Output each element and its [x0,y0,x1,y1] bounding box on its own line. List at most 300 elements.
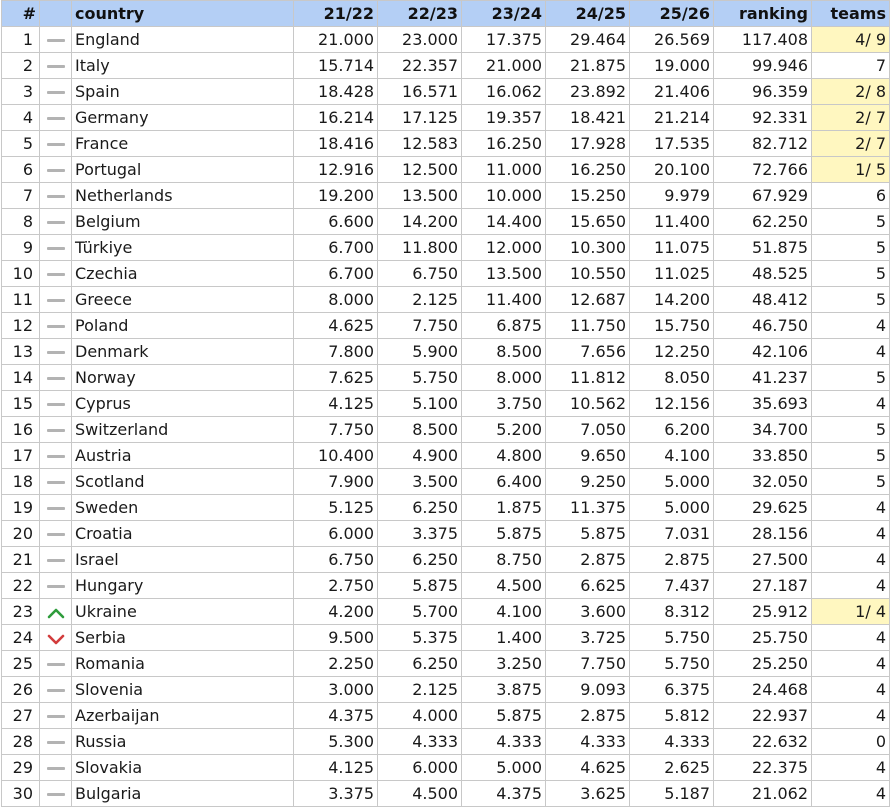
season-23-24-cell: 11.000 [462,157,546,183]
teams-cell: 5 [812,261,890,287]
season-22-23-cell: 6.750 [378,261,462,287]
rank-cell: 11 [2,287,40,313]
ranking-cell: 48.412 [714,287,812,313]
header-country[interactable]: country [72,1,294,27]
season-21-22-cell: 7.625 [294,365,378,391]
rank-cell: 15 [2,391,40,417]
season-23-24-cell: 3.250 [462,651,546,677]
country-cell[interactable]: Norway [72,365,294,391]
season-24-25-cell: 4.625 [546,755,630,781]
country-cell[interactable]: France [72,131,294,157]
season-23-24-cell: 12.000 [462,235,546,261]
rank-cell: 17 [2,443,40,469]
rank-cell: 2 [2,53,40,79]
season-25-26-cell: 6.375 [630,677,714,703]
season-22-23-cell: 5.100 [378,391,462,417]
ranking-cell: 22.937 [714,703,812,729]
country-cell[interactable]: Slovakia [72,755,294,781]
season-22-23-cell: 5.900 [378,339,462,365]
trend-up-icon [47,607,65,619]
rank-cell: 9 [2,235,40,261]
trend-cell [40,79,72,105]
teams-cell: 1/ 5 [812,157,890,183]
season-23-24-cell: 13.500 [462,261,546,287]
season-23-24-cell: 14.400 [462,209,546,235]
season-25-26-cell: 6.200 [630,417,714,443]
table-row [2,677,890,703]
season-21-22-cell: 16.214 [294,105,378,131]
season-23-24-cell: 3.750 [462,391,546,417]
rank-cell: 7 [2,183,40,209]
trend-cell [40,417,72,443]
trend-same-icon [47,507,65,510]
season-24-25-cell: 12.687 [546,287,630,313]
table-row [2,521,890,547]
season-25-26-cell: 17.535 [630,131,714,157]
rank-cell: 26 [2,677,40,703]
ranking-cell: 21.062 [714,781,812,807]
rank-cell: 20 [2,521,40,547]
header-trend [40,1,72,27]
ranking-cell: 42.106 [714,339,812,365]
season-25-26-cell: 19.000 [630,53,714,79]
table-row [2,703,890,729]
season-24-25-cell: 6.625 [546,573,630,599]
season-21-22-cell: 19.200 [294,183,378,209]
teams-cell: 4 [812,781,890,807]
season-21-22-cell: 10.400 [294,443,378,469]
ranking-cell: 24.468 [714,677,812,703]
season-25-26-cell: 5.187 [630,781,714,807]
ranking-table [1,0,890,807]
trend-cell [40,131,72,157]
season-22-23-cell: 5.750 [378,365,462,391]
season-21-22-cell: 3.375 [294,781,378,807]
header-season-24-25[interactable]: 24/25 [546,1,630,27]
trend-same-icon [47,143,65,146]
ranking-cell: 34.700 [714,417,812,443]
trend-cell [40,781,72,807]
season-24-25-cell: 4.333 [546,729,630,755]
header-season-21-22[interactable]: 21/22 [294,1,378,27]
trend-cell [40,677,72,703]
season-21-22-cell: 2.250 [294,651,378,677]
trend-same-icon [47,429,65,432]
season-21-22-cell: 5.300 [294,729,378,755]
season-21-22-cell: 7.750 [294,417,378,443]
rank-cell: 27 [2,703,40,729]
country-cell[interactable]: Türkiye [72,235,294,261]
country-cell[interactable]: Ukraine [72,599,294,625]
trend-cell [40,261,72,287]
season-21-22-cell: 4.125 [294,755,378,781]
trend-same-icon [47,533,65,536]
ranking-cell: 22.375 [714,755,812,781]
trend-same-icon [47,299,65,302]
rank-cell: 25 [2,651,40,677]
trend-same-icon [47,91,65,94]
ranking-cell: 117.408 [714,27,812,53]
teams-cell: 5 [812,235,890,261]
trend-cell [40,157,72,183]
rank-cell: 24 [2,625,40,651]
season-25-26-cell: 11.075 [630,235,714,261]
rank-cell: 5 [2,131,40,157]
season-23-24-cell: 16.250 [462,131,546,157]
season-23-24-cell: 5.875 [462,521,546,547]
trend-cell [40,365,72,391]
country-cell[interactable]: Spain [72,79,294,105]
season-21-22-cell: 8.000 [294,287,378,313]
header-rank[interactable]: # [2,1,40,27]
season-21-22-cell: 6.000 [294,521,378,547]
rank-cell: 10 [2,261,40,287]
season-23-24-cell: 6.875 [462,313,546,339]
ranking-cell: 99.946 [714,53,812,79]
trend-cell [40,573,72,599]
header-teams[interactable]: teams [812,1,890,27]
table-row [2,339,890,365]
season-24-25-cell: 2.875 [546,547,630,573]
season-22-23-cell: 6.250 [378,547,462,573]
season-24-25-cell: 11.375 [546,495,630,521]
season-21-22-cell: 4.200 [294,599,378,625]
ranking-cell: 62.250 [714,209,812,235]
season-22-23-cell: 4.333 [378,729,462,755]
header-season-22-23[interactable]: 22/23 [378,1,462,27]
trend-cell [40,313,72,339]
ranking-cell: 35.693 [714,391,812,417]
season-23-24-cell: 21.000 [462,53,546,79]
trend-same-icon [47,351,65,354]
ranking-cell: 46.750 [714,313,812,339]
country-cell[interactable]: England [72,27,294,53]
trend-cell [40,599,72,625]
table-row [2,261,890,287]
rank-cell: 23 [2,599,40,625]
table-row [2,573,890,599]
country-cell[interactable]: Romania [72,651,294,677]
table-row [2,755,890,781]
rank-cell: 19 [2,495,40,521]
table-row [2,287,890,313]
ranking-cell: 48.525 [714,261,812,287]
season-22-23-cell: 17.125 [378,105,462,131]
country-cell[interactable]: Azerbaijan [72,703,294,729]
season-24-25-cell: 21.875 [546,53,630,79]
season-25-26-cell: 8.312 [630,599,714,625]
country-cell[interactable]: Russia [72,729,294,755]
teams-cell: 4 [812,651,890,677]
season-22-23-cell: 4.900 [378,443,462,469]
country-cell[interactable]: Scotland [72,469,294,495]
table-row [2,27,890,53]
trend-same-icon [47,793,65,796]
season-21-22-cell: 15.714 [294,53,378,79]
season-21-22-cell: 18.416 [294,131,378,157]
ranking-cell: 29.625 [714,495,812,521]
rank-cell: 8 [2,209,40,235]
teams-cell: 1/ 4 [812,599,890,625]
trend-cell [40,755,72,781]
season-21-22-cell: 6.600 [294,209,378,235]
country-cell[interactable]: Italy [72,53,294,79]
season-23-24-cell: 8.750 [462,547,546,573]
header-ranking[interactable]: ranking [714,1,812,27]
rank-cell: 16 [2,417,40,443]
rank-cell: 30 [2,781,40,807]
teams-cell: 7 [812,53,890,79]
trend-cell [40,235,72,261]
country-cell[interactable]: Germany [72,105,294,131]
season-21-22-cell: 5.125 [294,495,378,521]
trend-same-icon [47,247,65,250]
season-23-24-cell: 4.100 [462,599,546,625]
season-24-25-cell: 9.250 [546,469,630,495]
country-cell[interactable]: Greece [72,287,294,313]
season-21-22-cell: 7.900 [294,469,378,495]
trend-cell [40,469,72,495]
season-25-26-cell: 7.437 [630,573,714,599]
teams-cell: 0 [812,729,890,755]
season-23-24-cell: 3.875 [462,677,546,703]
season-23-24-cell: 4.500 [462,573,546,599]
country-cell[interactable]: Switzerland [72,417,294,443]
teams-cell: 5 [812,443,890,469]
season-23-24-cell: 11.400 [462,287,546,313]
table-row [2,781,890,807]
country-cell[interactable]: Sweden [72,495,294,521]
season-21-22-cell: 3.000 [294,677,378,703]
season-24-25-cell: 29.464 [546,27,630,53]
season-24-25-cell: 17.928 [546,131,630,157]
season-25-26-cell: 5.750 [630,651,714,677]
season-24-25-cell: 3.725 [546,625,630,651]
season-25-26-cell: 5.812 [630,703,714,729]
season-23-24-cell: 1.400 [462,625,546,651]
season-25-26-cell: 5.000 [630,469,714,495]
season-22-23-cell: 12.583 [378,131,462,157]
teams-cell: 4 [812,573,890,599]
ranking-cell: 28.156 [714,521,812,547]
trend-cell [40,391,72,417]
country-cell[interactable]: Netherlands [72,183,294,209]
ranking-cell: 22.632 [714,729,812,755]
season-22-23-cell: 5.875 [378,573,462,599]
season-25-26-cell: 8.050 [630,365,714,391]
ranking-cell: 25.912 [714,599,812,625]
season-25-26-cell: 21.406 [630,79,714,105]
country-cell[interactable]: Hungary [72,573,294,599]
season-21-22-cell: 4.625 [294,313,378,339]
season-25-26-cell: 4.100 [630,443,714,469]
season-24-25-cell: 18.421 [546,105,630,131]
table-row [2,469,890,495]
season-22-23-cell: 5.700 [378,599,462,625]
season-25-26-cell: 2.875 [630,547,714,573]
season-23-24-cell: 4.375 [462,781,546,807]
season-23-24-cell: 5.200 [462,417,546,443]
teams-cell: 5 [812,417,890,443]
season-22-23-cell: 13.500 [378,183,462,209]
season-22-23-cell: 14.200 [378,209,462,235]
season-22-23-cell: 4.000 [378,703,462,729]
teams-cell: 4 [812,677,890,703]
season-22-23-cell: 2.125 [378,677,462,703]
trend-same-icon [47,585,65,588]
season-24-25-cell: 7.656 [546,339,630,365]
teams-cell: 4 [812,313,890,339]
country-cell[interactable]: Austria [72,443,294,469]
table-row [2,391,890,417]
season-22-23-cell: 6.000 [378,755,462,781]
season-22-23-cell: 7.750 [378,313,462,339]
ranking-cell: 72.766 [714,157,812,183]
season-22-23-cell: 5.375 [378,625,462,651]
trend-same-icon [47,221,65,224]
season-24-25-cell: 10.550 [546,261,630,287]
season-24-25-cell: 9.650 [546,443,630,469]
season-22-23-cell: 4.500 [378,781,462,807]
country-cell[interactable]: Portugal [72,157,294,183]
table-row [2,157,890,183]
country-cell[interactable]: Croatia [72,521,294,547]
trend-cell [40,183,72,209]
country-cell[interactable]: Israel [72,547,294,573]
header-season-25-26[interactable]: 25/26 [630,1,714,27]
season-24-25-cell: 16.250 [546,157,630,183]
season-25-26-cell: 5.750 [630,625,714,651]
trend-same-icon [47,767,65,770]
season-21-22-cell: 9.500 [294,625,378,651]
teams-cell: 4 [812,495,890,521]
trend-same-icon [47,689,65,692]
ranking-cell: 33.850 [714,443,812,469]
season-23-24-cell: 8.500 [462,339,546,365]
rank-cell: 29 [2,755,40,781]
country-cell[interactable]: Czechia [72,261,294,287]
season-21-22-cell: 21.000 [294,27,378,53]
teams-cell: 4 [812,755,890,781]
season-23-24-cell: 5.000 [462,755,546,781]
ranking-cell: 41.237 [714,365,812,391]
teams-cell: 6 [812,183,890,209]
season-22-23-cell: 3.500 [378,469,462,495]
season-23-24-cell: 16.062 [462,79,546,105]
season-24-25-cell: 10.300 [546,235,630,261]
trend-cell [40,651,72,677]
table-row [2,313,890,339]
table-header [2,1,890,27]
season-22-23-cell: 12.500 [378,157,462,183]
trend-same-icon [47,169,65,172]
country-cell[interactable]: Poland [72,313,294,339]
season-24-25-cell: 2.875 [546,703,630,729]
trend-same-icon [47,273,65,276]
ranking-cell: 25.250 [714,651,812,677]
country-cell[interactable]: Bulgaria [72,781,294,807]
trend-cell [40,339,72,365]
ranking-cell: 67.929 [714,183,812,209]
country-cell[interactable]: Denmark [72,339,294,365]
rank-cell: 4 [2,105,40,131]
ranking-cell: 27.187 [714,573,812,599]
table-row [2,599,890,625]
season-25-26-cell: 7.031 [630,521,714,547]
season-21-22-cell: 18.428 [294,79,378,105]
trend-same-icon [47,559,65,562]
teams-cell: 4 [812,391,890,417]
trend-same-icon [47,741,65,744]
trend-same-icon [47,663,65,666]
trend-cell [40,729,72,755]
rank-cell: 18 [2,469,40,495]
country-cell[interactable]: Belgium [72,209,294,235]
season-25-26-cell: 14.200 [630,287,714,313]
season-22-23-cell: 3.375 [378,521,462,547]
table-row [2,209,890,235]
trend-cell [40,105,72,131]
teams-cell: 5 [812,365,890,391]
country-cell[interactable]: Serbia [72,625,294,651]
ranking-cell: 82.712 [714,131,812,157]
season-25-26-cell: 11.400 [630,209,714,235]
rank-cell: 1 [2,27,40,53]
country-cell[interactable]: Cyprus [72,391,294,417]
season-23-24-cell: 5.875 [462,703,546,729]
season-25-26-cell: 12.156 [630,391,714,417]
season-23-24-cell: 4.800 [462,443,546,469]
season-24-25-cell: 3.625 [546,781,630,807]
season-22-23-cell: 16.571 [378,79,462,105]
table-row [2,183,890,209]
season-24-25-cell: 11.750 [546,313,630,339]
table-row [2,365,890,391]
season-25-26-cell: 4.333 [630,729,714,755]
teams-cell: 4 [812,547,890,573]
season-21-22-cell: 2.750 [294,573,378,599]
trend-same-icon [47,455,65,458]
rank-cell: 14 [2,365,40,391]
table-row [2,729,890,755]
trend-same-icon [47,325,65,328]
season-22-23-cell: 8.500 [378,417,462,443]
season-21-22-cell: 6.700 [294,235,378,261]
season-22-23-cell: 6.250 [378,651,462,677]
teams-cell: 4 [812,521,890,547]
teams-cell: 5 [812,469,890,495]
season-25-26-cell: 20.100 [630,157,714,183]
teams-cell: 2/ 7 [812,105,890,131]
table-row [2,105,890,131]
trend-cell [40,547,72,573]
trend-same-icon [47,403,65,406]
table-row [2,131,890,157]
trend-same-icon [47,715,65,718]
season-24-25-cell: 15.250 [546,183,630,209]
country-cell[interactable]: Slovenia [72,677,294,703]
rank-cell: 12 [2,313,40,339]
table-row [2,235,890,261]
table-row [2,625,890,651]
rank-cell: 28 [2,729,40,755]
teams-cell: 5 [812,287,890,313]
ranking-cell: 32.050 [714,469,812,495]
teams-cell: 2/ 7 [812,131,890,157]
header-season-23-24[interactable]: 23/24 [462,1,546,27]
teams-cell: 4 [812,625,890,651]
season-23-24-cell: 6.400 [462,469,546,495]
